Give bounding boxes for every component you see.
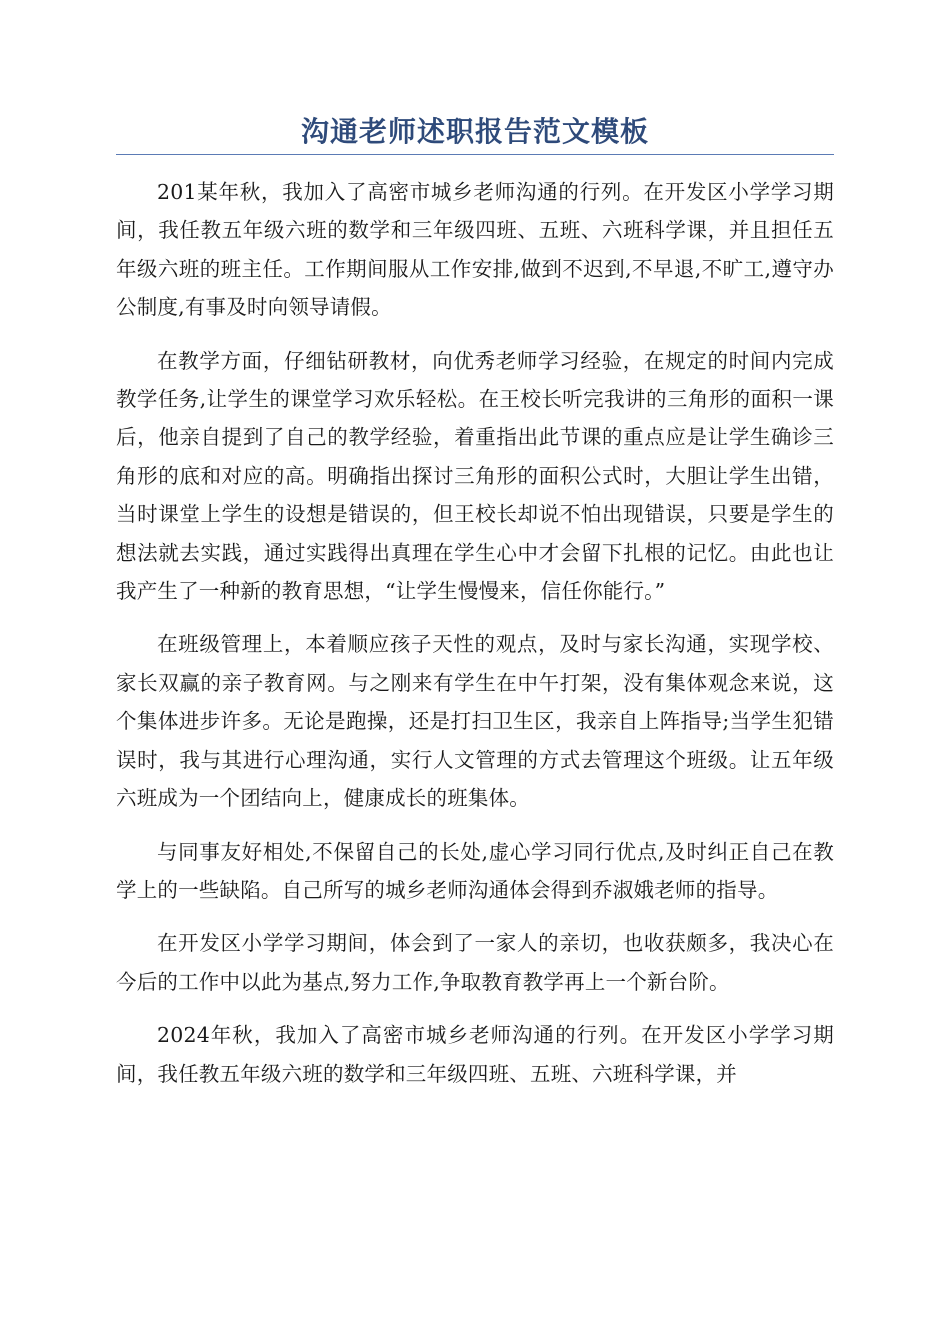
paragraph-5: 在开发区小学学习期间，体会到了一家人的亲切，也收获颇多，我决心在今后的工作中以此为基点,努力工作,争取教育教学再上一个新台阶。 [116,931,834,994]
paragraph-6: 2024年秋，我加入了高密市城乡老师沟通的行列。在开发区小学学习期间，我任教五年级六班的数学和三年级四班、五班、六班科学课，并 [116,1023,834,1086]
paragraph-4: 与同事友好相处,不保留自己的长处,虚心学习同行优点,及时纠正自己在教学上的一些缺陷。自己所写的城乡老师沟通体会得到乔淑娥老师的指导。 [116,839,834,902]
document-page [116,112,834,1108]
paragraph-3: 在班级管理上，本着顺应孩子天性的观点，及时与家长沟通，实现学校、家长双赢的亲子教育网。与之刚来有学生在中午打架，没有集体观念来说，这个集体进步许多。无论是跑操，还是打扫卫生区，我亲自上阵指导;当学生犯错误时，我与其进行心理沟通，实行人文管理的方式去管理这个班级。让五年级六班成为一个团结向上，健康成长的班集体。 [116,632,834,811]
paragraph-2: 在教学方面，仔细钻研教材，向优秀老师学习经验，在规定的时间内完成教学任务,让学生的课堂学习欢乐轻松。在王校长听完我讲的三角形的面积一课后，他亲自提到了自己的教学经验，着重指出此节课的重点应是让学生确诊三角形的底和对应的高。明确指出探讨三角形的面积公式时，大胆让学生出错，当时课堂上学生的设想是错误的，但王校长却说不怕出现错误，只要是学生的想法就去实践，通过实践得出真理在学生心中才会留下扎根的记忆。由此也让我产生了一种新的教育思想，“让学生慢慢来，信任你能行。” [116,348,834,604]
document-title: 沟通老师述职报告范文模板 [116,112,834,155]
paragraph-1: 201某年秋，我加入了高密市城乡老师沟通的行列。在开发区小学学习期间，我任教五年级六班的数学和三年级四班、五班、六班科学课，并且担任五年级六班的班主任。工作期间服从工作安排,做到不迟到,不早退,不旷工,遵守办公制度,有事及时向领导请假。 [116,180,834,320]
